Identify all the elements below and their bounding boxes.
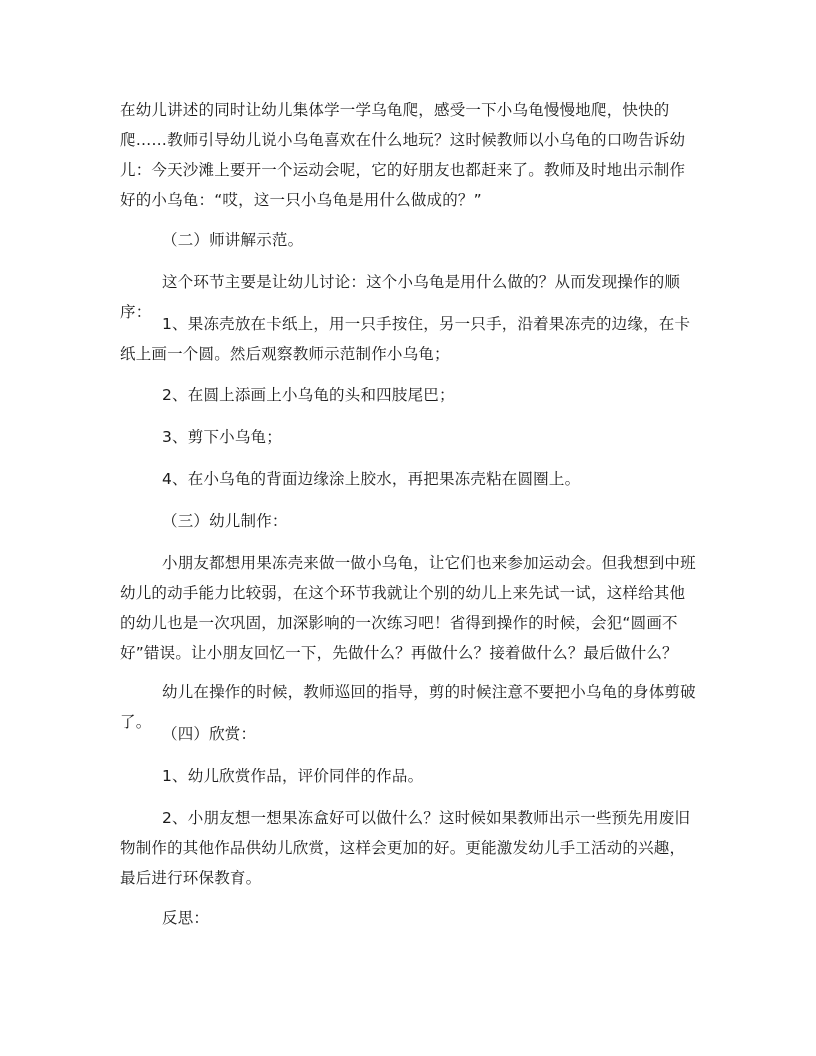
section-heading-appreciation: （四）欣赏： <box>162 725 257 743</box>
step-4: 4、在小乌龟的背面边缘涂上胶水，再把果冻壳粘在圆圈上。 <box>162 470 581 488</box>
paragraph-making: 小朋友都想用果冻壳来做一做小乌龟，让它们也来参加运动会。但我想到中班幼儿的动手能力比较弱，在这个环节我就让个别的幼儿上来先试一试，这样给其他的幼儿也是一次巩固，加深影响的一次练习吧！省得到操作的时候，会犯“圆画不好”错误。让小朋友回忆一下，先做什么？再做什么？接着做什么？最后做什么？ <box>120 554 696 662</box>
section-heading-demonstration: （二）师讲解示范。 <box>162 231 304 249</box>
paragraph-guidance: 幼儿在操作的时候，教师巡回的指导，剪的时候注意不要把小乌龟的身体剪破了。 <box>120 683 696 731</box>
step-3: 3、剪下小乌龟； <box>162 428 282 446</box>
section-heading-making: （三）幼儿制作： <box>162 512 288 530</box>
paragraph-intro: 在幼儿讲述的同时让幼儿集体学一学乌龟爬，感受一下小乌龟慢慢地爬，快快的爬……教师引导幼儿说小乌龟喜欢在什么地玩？这时候教师以小乌龟的口吻告诉幼儿：今天沙滩上要开一个运动会呢，它的好朋友也都赶来了。教师及时地出示制作好的小乌龟：“哎，这一只小乌龟是用什么做成的？” <box>120 101 686 209</box>
appreciation-1: 1、幼儿欣赏作品，评价同伴的作品。 <box>162 767 424 785</box>
appreciation-2: 2、小朋友想一想果冻盒好可以做什么？这时候如果教师出示一些预先用废旧物制作的其他作品供幼儿欣赏，这样会更加的好。更能激发幼儿手工活动的兴趣，最后进行环保教育。 <box>120 809 691 887</box>
section-heading-reflection: 反思： <box>162 909 210 927</box>
step-2: 2、在圆上添画上小乌龟的头和四肢尾巴； <box>162 386 455 404</box>
step-1: 1、果冻壳放在卡纸上，用一只手按住，另一只手，沿着果冻壳的边缘，在卡纸上画一个圆。然后观察教师示范制作小乌龟； <box>120 315 691 363</box>
paragraph-discussion: 这个环节主要是让幼儿讨论：这个小乌龟是用什么做的？从而发现操作的顺序： <box>120 273 681 321</box>
